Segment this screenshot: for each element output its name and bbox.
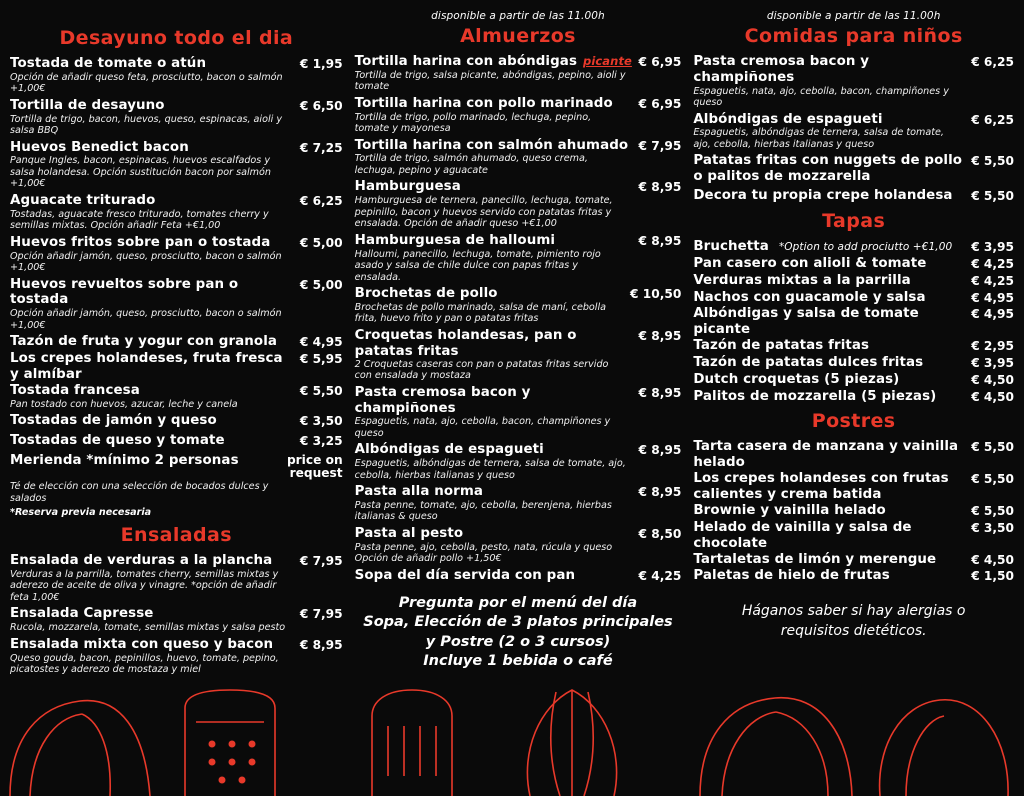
item-name-line2: chocolate	[693, 535, 768, 551]
item-name: Tostada francesa	[10, 382, 140, 398]
item-name: Aguacate triturado	[10, 192, 156, 208]
item-price: € 5,50	[299, 383, 343, 398]
item-name: Los crepes holandeses, fruta fresca	[10, 351, 283, 366]
item-desc: Rucola, mozzarela, tomate, semillas mixtas y salsa pesto	[10, 622, 286, 634]
menu-of-the-day-promo	[355, 594, 682, 672]
item-name: Tortilla de desayuno	[10, 97, 165, 113]
item-price: € 8,95	[299, 637, 343, 652]
item-name-line2: o palitos de mozzarella	[693, 169, 871, 185]
item-price: € 3,50	[971, 520, 1014, 535]
item-price: € 1,50	[971, 569, 1014, 584]
item-price: € 4,95	[971, 290, 1014, 305]
allergy-notice	[693, 602, 1014, 641]
menu-item[interactable]	[10, 433, 343, 449]
item-name: Hamburguesa de halloumi	[354, 232, 556, 248]
menu-item[interactable]	[10, 235, 343, 274]
section-title-tapas: Tapas	[822, 210, 886, 233]
menu-item[interactable]	[693, 471, 1014, 502]
menu-item[interactable]	[693, 355, 1014, 371]
menu-item[interactable]	[10, 553, 343, 603]
section-title-almuerzos: Almuerzos	[460, 25, 576, 47]
left-spacer	[10, 6, 343, 24]
item-price: € 3,25	[299, 433, 343, 448]
item-name: Albóndigas de espagueti	[354, 442, 544, 458]
promo-line-4: Incluye 1 bebida o café	[423, 653, 613, 670]
menu-item[interactable]	[10, 277, 343, 332]
item-desc: 2 Croquetas caseras con pan o patatas fritas servido con ensalada y mostaza	[354, 358, 609, 382]
item-name-line2: patatas fritas	[354, 343, 459, 359]
item-name-text: Tortilla harina con abóndigas	[354, 54, 578, 69]
item-name: Huevos fritos sobre pan o tostada	[10, 234, 271, 250]
menu-item[interactable]	[693, 273, 1014, 289]
item-name	[355, 54, 632, 70]
item-name: Huevos Benedict bacon	[10, 139, 189, 155]
item-price: € 8,95	[638, 233, 682, 248]
item-name: Brownie y vainilla helado	[693, 503, 886, 518]
menu-item[interactable]	[693, 239, 1014, 255]
item-name-text: Bruchetta	[693, 239, 769, 255]
item-price: € 3,50	[299, 414, 343, 429]
item-desc: Opción añadir jamón, queso, prosciutto, bacon o salmón +1,00€	[10, 250, 282, 274]
section-title-ensaladas: Ensaladas	[120, 524, 232, 547]
item-name: Pasta alla norma	[354, 484, 484, 500]
item-name: Helado de vainilla y salsa de	[693, 519, 912, 535]
item-price: € 6,50	[299, 98, 343, 113]
item-desc: Panque Ingles, bacon, espinacas, huevos escalfados y salsa holandesa. Opción sustitución bacon por salmón +1,00€	[10, 155, 271, 190]
menu-item[interactable]	[693, 54, 1014, 109]
item-price: € 10,50	[630, 287, 682, 302]
item-name: Tortilla harina con pollo marinado	[354, 95, 613, 111]
section-title-ninos: Comidas para niños	[744, 25, 963, 47]
item-desc: Espaguetis, albóndigas de ternera, salsa de tomate, ajo, cebolla, hierbas italianas y queso	[693, 127, 944, 150]
item-name: Tostadas de jamón y queso	[10, 413, 217, 429]
item-name-line2: picante	[693, 322, 751, 338]
item-name: Albóndigas de espagueti	[693, 111, 883, 127]
item-name: Tazón de patatas dulces fritas	[693, 354, 924, 370]
item-name: Ensalada Capresse	[10, 606, 154, 622]
item-desc: Verduras a la parrilla, tomates cherry, semillas mixtas y aderezo de aceite de oliva y vinagre. *opción de añadir feta 1,00€	[10, 568, 279, 603]
menu-item[interactable]	[10, 140, 343, 190]
item-name: Decora tu propia crepe holandesa	[693, 188, 953, 204]
menu-item[interactable]	[355, 138, 682, 177]
item-price: € 8,50	[638, 526, 682, 541]
menu-item[interactable]	[355, 568, 682, 584]
item-desc: Espaguetis, albóndigas de ternera, salsa de tomate, ajo, cebolla, hierbas italianas y queso	[354, 458, 626, 481]
menu-item[interactable]	[693, 112, 1014, 151]
item-desc: Pan tostado con huevos, azucar, leche y canela	[10, 398, 238, 410]
item-price: € 8,95	[638, 180, 682, 195]
allergy-line-1: Háganos saber si hay alergias o	[741, 603, 966, 620]
item-desc: Halloumi, panecillo, lechuga, tomate, pimiento rojo asado y salsa de chile dulce con papas fritas y ensalada.	[354, 248, 601, 283]
column-middle	[349, 6, 688, 796]
menu-item[interactable]	[693, 520, 1014, 551]
item-name: Tazón de fruta y yogur con granola	[10, 334, 278, 350]
menu-item[interactable]	[693, 439, 1014, 470]
item-price: € 6,25	[299, 193, 343, 208]
item-name	[693, 239, 952, 255]
menu-item[interactable]	[10, 351, 343, 382]
item-price: € 8,95	[638, 385, 682, 400]
item-price: € 5,50	[971, 154, 1014, 169]
menu-item[interactable]	[10, 98, 343, 137]
item-option-note: *Option to add prociutto +€1,00	[778, 241, 953, 254]
item-price: € 5,95	[299, 352, 343, 366]
item-price: € 6,95	[638, 96, 682, 111]
menu-item[interactable]	[693, 338, 1014, 354]
menu-item[interactable]	[693, 188, 1014, 204]
item-desc: Hamburguesa de ternera, panecillo, lechuga, tomate, pepinillo, bacon y huevos servido con patatas fritas y ensalada. Opción de añadir queso +€1,00	[354, 195, 613, 230]
item-price: € 2,95	[971, 339, 1014, 354]
item-name: Albóndigas y salsa de tomate	[693, 306, 919, 322]
item-name: Ensalada de verduras a la plancha	[10, 553, 273, 569]
item-price: € 4,50	[971, 372, 1014, 387]
item-price: € 5,50	[971, 440, 1014, 455]
menu-item[interactable]	[355, 328, 682, 382]
item-price: € 5,50	[971, 189, 1014, 204]
item-desc: Té de elección con una selección de bocados dulces y salados	[10, 481, 269, 504]
item-price: € 6,25	[971, 55, 1014, 69]
item-desc: Queso gouda, bacon, pepinillos, huevo, tomate, pepino, picatostes y aderezo de mostaza y miel	[10, 652, 279, 675]
menu-item[interactable]	[355, 96, 682, 135]
item-name: Huevos revueltos sobre pan o tostada	[10, 276, 239, 308]
menu-item[interactable]	[693, 256, 1014, 272]
item-name: Tarta casera de manzana y vainilla	[693, 439, 959, 455]
item-price: € 5,50	[971, 472, 1014, 487]
item-name: Merienda *mínimo 2 personas	[10, 452, 239, 468]
column-right	[687, 6, 1014, 796]
item-desc: Tortilla de trigo, bacon, huevos, queso, espinacas, aioli y salsa BBQ	[10, 113, 283, 137]
item-price: € 6,95	[638, 55, 682, 69]
item-price: € 4,25	[638, 568, 682, 583]
section-title-desayuno: Desayuno todo el dia	[59, 27, 294, 49]
menu-item[interactable]	[693, 290, 1014, 306]
item-name: Pan casero con alioli & tomate	[693, 255, 927, 271]
menu-item[interactable]	[693, 552, 1014, 568]
menu-item[interactable]	[355, 484, 682, 523]
menu-item[interactable]	[693, 389, 1014, 405]
item-price: € 8,95	[638, 485, 682, 500]
item-price: € 6,25	[971, 112, 1014, 127]
item-price: € 4,95	[971, 307, 1014, 322]
promo-line-2: Sopa, Elección de 3 platos principales	[363, 614, 673, 631]
almuerzos-availability-note: disponible a partir de las 11.00h	[431, 10, 605, 22]
item-desc: Opción añadir jamón, queso, prosciutto, bacon o salmón +1,00€	[10, 308, 282, 331]
allergy-line-2: requisitos dietéticos.	[780, 622, 927, 639]
menu-item[interactable]	[355, 233, 682, 283]
item-name: Paletas de hielo de frutas	[693, 568, 890, 584]
item-price: € 8,95	[638, 443, 682, 458]
item-name: Los crepes holandeses con frutas	[693, 471, 949, 487]
item-price: € 5,00	[299, 277, 343, 292]
menu-item[interactable]	[10, 383, 343, 410]
menu-item[interactable]	[355, 385, 682, 440]
item-name: Sopa del día servida con pan	[354, 567, 576, 583]
item-name: Tostadas de queso y tomate	[10, 432, 225, 448]
item-name: Tostada de tomate o atún	[10, 56, 207, 71]
menu-item[interactable]	[355, 526, 682, 565]
item-name: Croquetas holandesas, pan o	[354, 327, 577, 343]
menu-item[interactable]	[355, 442, 682, 481]
menu-item[interactable]	[10, 413, 343, 429]
item-price: € 4,95	[299, 335, 343, 350]
menu-item[interactable]	[10, 606, 343, 633]
item-name: Palitos de mozzarella (5 piezas)	[693, 388, 937, 404]
item-desc: Tostadas, aguacate fresco triturado, tomates cherry y semillas mixtas. Opción añadir Feta +€1,00	[10, 208, 269, 232]
item-desc: Tortilla de trigo, salsa picante, abóndigas, pepino, aioli y tomate	[354, 69, 626, 93]
item-price: € 5,50	[971, 504, 1014, 518]
item-price: € 7,25	[299, 140, 343, 155]
item-name-line2: y almíbar	[10, 366, 82, 382]
section-title-postres: Postres	[811, 410, 896, 433]
item-name: Tartaletas de limón y merengue	[693, 551, 937, 567]
item-desc: Pasta penne, tomate, ajo, cebolla, berenjena, hierbas italianas & queso	[354, 499, 612, 523]
menu-item[interactable]	[355, 286, 682, 325]
column-left	[10, 6, 349, 796]
ninos-availability-note: disponible a partir de las 11.00h	[766, 10, 941, 22]
item-name: Nachos con guacamole y salsa	[693, 289, 926, 305]
item-name: Pasta cremosa bacon y champiñones	[693, 54, 870, 85]
item-price: price on request	[286, 452, 343, 481]
item-desc: Tortilla de trigo, pollo marinado, lechuga, pepino, tomate y mayonesa	[354, 111, 592, 135]
menu-item[interactable]	[693, 568, 1014, 584]
menu-item[interactable]	[693, 372, 1014, 388]
menu-item[interactable]	[10, 334, 343, 350]
item-name: Brochetas de pollo	[354, 286, 498, 302]
item-name: Verduras mixtas a la parrilla	[693, 272, 911, 288]
item-desc: Pasta penne, ajo, cebolla, pesto, nata, rúcula y queso Opción de añadir pollo +1,50€	[354, 541, 613, 565]
menu-item[interactable]	[693, 306, 1014, 337]
menu-item[interactable]	[693, 503, 1014, 519]
item-price: € 8,95	[638, 328, 682, 343]
menu-item[interactable]	[355, 179, 682, 229]
item-tag-picante: picante	[583, 54, 632, 68]
item-price: € 3,95	[971, 240, 1014, 255]
promo-line-1: Pregunta por el menú del día	[398, 594, 638, 611]
menu-item[interactable]	[10, 56, 343, 95]
menu-item[interactable]	[355, 54, 682, 93]
item-price: € 7,95	[638, 138, 682, 153]
item-price: € 4,50	[971, 389, 1014, 404]
item-desc: Brochetas de pollo marinado, salsa de maní, cebolla frita, huevo frito y pan o patatas fritas	[354, 301, 607, 325]
item-price: € 1,95	[299, 57, 343, 71]
item-name: Dutch croquetas (5 piezas)	[693, 371, 900, 387]
item-desc: Espaguetis, nata, ajo, cebolla, bacon, champiñones y queso	[693, 85, 949, 109]
item-price: € 7,95	[299, 554, 343, 569]
menu-item[interactable]	[693, 153, 1014, 184]
item-price: € 7,95	[299, 607, 343, 622]
item-name: Tazón de patatas fritas	[693, 338, 870, 354]
promo-line-3: y Postre (2 o 3 cursos)	[425, 633, 611, 650]
item-desc: Espaguetis, nata, ajo, cebolla, bacon, champiñones y queso	[354, 416, 611, 439]
item-name: Ensalada mixta con queso y bacon	[10, 636, 274, 652]
menu-item[interactable]	[10, 453, 343, 518]
item-name: Hamburguesa	[354, 179, 461, 195]
item-name: Tortilla harina con salmón ahumado	[354, 137, 629, 153]
menu-item[interactable]	[10, 637, 343, 676]
item-name-line2: helado	[693, 455, 745, 471]
item-name: Patatas fritas con nuggets de pollo	[693, 153, 963, 169]
item-price: € 4,25	[971, 273, 1014, 288]
item-desc: Tortilla de trigo, salmón ahumado, queso crema, lechuga, pepino y aguacate	[354, 153, 588, 176]
item-name: Pasta al pesto	[354, 525, 464, 541]
item-price: € 4,50	[971, 552, 1014, 567]
item-price: € 3,95	[971, 355, 1014, 370]
item-note: *Reserva previa necesaria	[10, 507, 152, 519]
item-price: € 5,00	[299, 235, 343, 250]
item-price: € 4,25	[971, 256, 1014, 271]
menu-item[interactable]	[10, 193, 343, 232]
item-desc: Opción de añadir queso feta, prosciutto, bacon o salmón +1,00€	[10, 71, 283, 95]
item-name: Pasta cremosa bacon y champiñones	[354, 384, 531, 416]
item-name-line2: calientes y crema batida	[693, 487, 882, 502]
